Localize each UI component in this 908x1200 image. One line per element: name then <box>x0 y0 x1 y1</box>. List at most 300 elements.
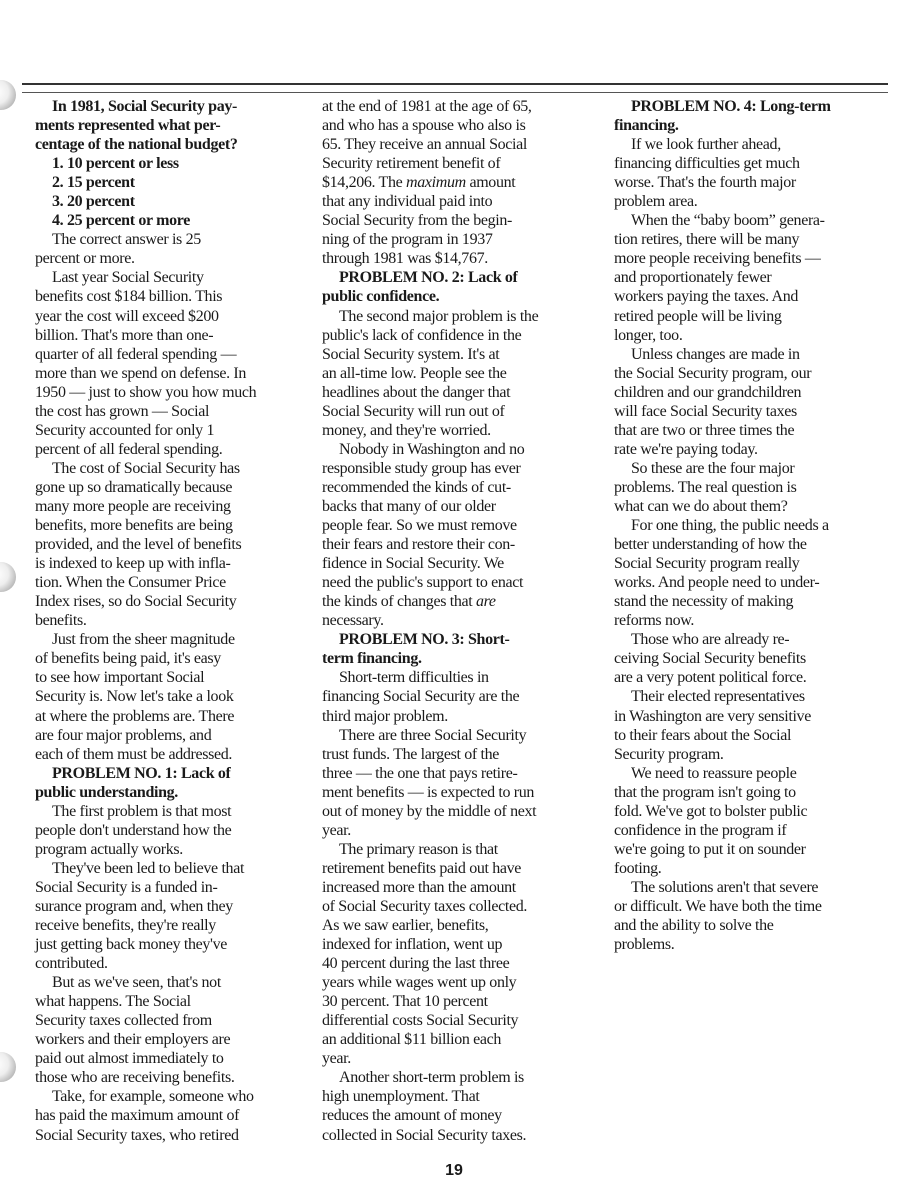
text-line <box>614 573 879 592</box>
text-line <box>35 821 300 840</box>
text-line <box>35 535 300 554</box>
text-line <box>322 421 587 440</box>
line-text: what happens. The Social <box>35 993 191 1011</box>
text-line <box>35 516 300 535</box>
line-text: is indexed to keep up with infla- <box>35 555 231 573</box>
text-line <box>614 535 879 554</box>
line-text: stand the necessity of making <box>614 593 794 611</box>
text-line <box>322 135 587 154</box>
line-text: tion. When the Consumer Price <box>35 574 226 592</box>
line-text: year. <box>322 821 351 839</box>
text-line <box>614 326 879 345</box>
line-text: and who has a spouse who also is <box>322 117 526 135</box>
text-line <box>322 745 587 764</box>
line-text: worse. That's the fourth major <box>614 174 796 192</box>
line-text: works. And people need to under- <box>614 574 820 592</box>
text-line <box>35 573 300 592</box>
text-line <box>322 154 587 173</box>
line-text: 1950 — just to show you how much <box>35 383 257 401</box>
line-text: ning of the program in 1937 <box>322 231 493 249</box>
line-text: need the public's support to enact <box>322 574 524 592</box>
text-line <box>322 1126 587 1145</box>
text-line <box>35 440 300 459</box>
text-line <box>614 497 879 516</box>
line-text: Nobody in Washington and no <box>339 440 525 458</box>
text-line <box>35 1049 300 1068</box>
punch-hole-icon <box>0 562 16 592</box>
line-text: Social Security taxes, who retired <box>35 1126 239 1144</box>
line-text: surance program and, when they <box>35 897 233 915</box>
line-text: the cost has grown — Social <box>35 402 210 420</box>
line-text: Security program. <box>614 745 724 763</box>
text-line <box>322 97 587 116</box>
line-text: more than we spend on defense. In <box>35 364 247 382</box>
text-line <box>614 935 879 954</box>
text-line <box>614 668 879 687</box>
line-text: When the “baby boom” genera- <box>631 212 825 230</box>
line-text: percent of all federal spending. <box>35 440 223 458</box>
line-text: 65. They receive an annual Social <box>322 136 527 154</box>
heading-line <box>35 783 300 802</box>
heading-line <box>35 211 300 230</box>
line-text: PROBLEM NO. 4: Long-term <box>631 98 831 115</box>
line-text: and the ability to solve the <box>614 917 774 935</box>
line-text: Social Security system. It's at <box>322 345 500 363</box>
line-text: benefits, more benefits are being <box>35 517 233 535</box>
line-text: year. <box>322 1050 351 1068</box>
line-text: trust funds. The largest of the <box>322 745 499 763</box>
line-text: tion retires, there will be many <box>614 231 800 249</box>
line-text: term financing. <box>322 650 422 668</box>
text-line <box>35 1126 300 1145</box>
text-line <box>322 173 587 192</box>
emphasized-text: are <box>475 593 496 611</box>
line-text: PROBLEM NO. 1: Lack of <box>52 764 231 782</box>
text-line <box>322 554 587 573</box>
line-text: 2. 15 percent <box>52 174 135 192</box>
text-line <box>614 478 879 497</box>
line-text: 40 percent during the last three <box>322 955 510 973</box>
line-text: public confidence. <box>322 288 440 306</box>
page-number: 19 <box>445 1162 463 1179</box>
line-text: contributed. <box>35 955 108 973</box>
text-line <box>614 402 879 421</box>
line-text: Take, for example, someone who <box>52 1088 254 1106</box>
text-line <box>35 916 300 935</box>
heading-line <box>614 97 879 116</box>
line-text: fidence in Social Security. We <box>322 555 504 573</box>
text-line <box>614 897 879 916</box>
line-text: program actually works. <box>35 840 183 858</box>
text-line <box>35 1087 300 1106</box>
line-text: ceiving Social Security benefits <box>614 650 806 668</box>
line-text: Security accounted for only 1 <box>35 421 215 439</box>
line-text: has paid the maximum amount of <box>35 1107 240 1125</box>
text-line <box>35 307 300 326</box>
text-line <box>35 992 300 1011</box>
line-text: and proportionately fewer <box>614 269 772 287</box>
line-text: year the cost will exceed $200 <box>35 307 219 325</box>
text-line <box>614 307 879 326</box>
text-line <box>35 268 300 287</box>
text-line <box>35 840 300 859</box>
text-line <box>614 878 879 897</box>
line-text: collected in Social Security taxes. <box>322 1126 527 1144</box>
line-text: Their elected representatives <box>631 688 805 706</box>
line-text: provided, and the level of benefits <box>35 536 242 554</box>
line-text: to see how important Social <box>35 669 205 687</box>
text-line <box>35 402 300 421</box>
text-line <box>322 535 587 554</box>
line-text: retired people will be living <box>614 307 782 325</box>
text-line <box>614 135 879 154</box>
line-text: through 1981 was $14,767. <box>322 250 488 268</box>
line-text: an additional $11 billion each <box>322 1031 502 1049</box>
text-line <box>614 649 879 668</box>
line-text: 3. 20 percent <box>52 193 135 211</box>
heading-line <box>35 154 300 173</box>
text-line <box>35 649 300 668</box>
line-text: each of them must be addressed. <box>35 745 233 763</box>
text-line <box>322 383 587 402</box>
text-line <box>322 497 587 516</box>
line-text: So these are the four major <box>631 459 795 477</box>
line-text: benefits. <box>35 612 87 630</box>
text-line <box>322 192 587 211</box>
text-line <box>614 154 879 173</box>
heading-line <box>322 268 587 287</box>
line-text: out of money by the middle of next <box>322 802 537 820</box>
line-text: years while wages went up only <box>322 974 517 992</box>
line-text: that the program isn't going to <box>614 783 796 801</box>
text-line <box>35 1011 300 1030</box>
text-line <box>614 192 879 211</box>
text-line <box>322 478 587 497</box>
line-text: Social Security program really <box>614 555 800 573</box>
line-text: Just from the sheer magnitude <box>52 631 235 649</box>
text-line <box>614 707 879 726</box>
line-text: will face Social Security taxes <box>614 402 797 420</box>
text-line <box>35 707 300 726</box>
text-line <box>322 249 587 268</box>
text-line <box>35 878 300 897</box>
text-line <box>614 554 879 573</box>
line-text: longer, too. <box>614 326 683 344</box>
column-1 <box>35 97 300 1145</box>
text-line <box>614 249 879 268</box>
line-text: For one thing, the public needs a <box>631 517 829 535</box>
punch-hole-icon <box>0 1052 16 1082</box>
line-text: third major problem. <box>322 707 448 725</box>
heading-line <box>35 97 300 116</box>
line-text: billion. That's more than one- <box>35 326 214 344</box>
text-line <box>35 364 300 383</box>
heading-line <box>35 192 300 211</box>
line-text: recommended the kinds of cut- <box>322 478 511 496</box>
line-text: are a very potent political force. <box>614 669 807 687</box>
text-line <box>614 802 879 821</box>
text-line <box>614 421 879 440</box>
text-line <box>322 345 587 364</box>
text-line <box>614 345 879 364</box>
text-line <box>614 859 879 878</box>
line-text: backs that many of our older <box>322 497 496 515</box>
text-line <box>35 554 300 573</box>
text-line <box>35 1030 300 1049</box>
text-line <box>35 497 300 516</box>
line-text: ments represented what per- <box>35 117 221 135</box>
line-text: public's lack of confidence in the <box>322 326 522 344</box>
line-text: many more people are receiving <box>35 497 231 515</box>
line-text: We need to reassure people <box>631 764 797 782</box>
line-text: financing Social Security are the <box>322 688 520 706</box>
text-line <box>35 478 300 497</box>
text-line <box>35 611 300 630</box>
line-text: But as we've seen, that's not <box>52 974 221 992</box>
line-text: Last year Social Security <box>52 269 204 287</box>
line-text: PROBLEM NO. 2: Lack of <box>339 269 518 287</box>
text-line <box>322 954 587 973</box>
line-text: gone up so dramatically because <box>35 478 233 496</box>
text-line <box>614 687 879 706</box>
line-text: financing difficulties get much <box>614 155 800 173</box>
text-line <box>322 1011 587 1030</box>
punch-hole-icon <box>0 80 16 110</box>
text-line <box>322 364 587 383</box>
line-text: in Washington are very sensitive <box>614 707 811 725</box>
text-line <box>35 287 300 306</box>
text-line <box>322 687 587 706</box>
line-text: quarter of all federal spending — <box>35 345 237 363</box>
text-line <box>322 1106 587 1125</box>
text-line <box>322 573 587 592</box>
text-line <box>322 230 587 249</box>
line-text: The correct answer is 25 <box>52 231 201 249</box>
text-line <box>614 364 879 383</box>
text-line <box>35 726 300 745</box>
text-line <box>322 116 587 135</box>
line-text: fold. We've got to bolster public <box>614 802 808 820</box>
text-line <box>35 668 300 687</box>
text-line <box>322 840 587 859</box>
line-text: public understanding. <box>35 783 178 801</box>
line-text: indexed for inflation, went up <box>322 936 503 954</box>
line-text: or difficult. We have both the time <box>614 897 822 915</box>
line-text: If we look further ahead, <box>631 136 781 154</box>
heading-line <box>35 173 300 192</box>
text-line <box>35 973 300 992</box>
line-text: The second major problem is the <box>339 307 539 325</box>
line-text: 1. 10 percent or less <box>52 155 179 173</box>
line-text: Social Security from the begin- <box>322 212 512 230</box>
line-text: just getting back money they've <box>35 936 227 954</box>
text-line <box>322 973 587 992</box>
line-text: increased more than the amount <box>322 878 516 896</box>
text-line <box>35 383 300 402</box>
text-line <box>614 745 879 764</box>
line-text: responsible study group has ever <box>322 459 521 477</box>
text-line <box>35 745 300 764</box>
text-line <box>614 611 879 630</box>
line-text: As we saw earlier, benefits, <box>322 917 489 935</box>
column-3 <box>614 97 879 954</box>
text-line <box>322 764 587 783</box>
text-line <box>322 726 587 745</box>
text-line <box>322 1049 587 1068</box>
line-text: more people receiving benefits — <box>614 250 821 268</box>
line-text: Short-term difficulties in <box>339 669 489 687</box>
line-text: 4. 25 percent or more <box>52 212 190 230</box>
line-text: children and our grandchildren <box>614 383 802 401</box>
text-line <box>614 516 879 535</box>
text-line <box>614 230 879 249</box>
line-text: their fears and restore their con- <box>322 536 515 554</box>
line-text: Unless changes are made in <box>631 345 800 363</box>
text-line <box>35 421 300 440</box>
text-line <box>35 935 300 954</box>
line-text: financing. <box>614 117 679 135</box>
top-rule-thin <box>22 92 888 93</box>
line-text: footing. <box>614 859 662 877</box>
line-text: Index rises, so do Social Security <box>35 593 237 611</box>
text-line <box>35 897 300 916</box>
text-line <box>35 249 300 268</box>
line-text: those who are receiving benefits. <box>35 1069 235 1087</box>
heading-line <box>35 764 300 783</box>
line-text: money, and they're worried. <box>322 421 491 439</box>
line-text: reforms now. <box>614 612 695 630</box>
text-line <box>35 859 300 878</box>
line-text: problems. <box>614 936 675 954</box>
text-line <box>35 459 300 478</box>
text-line <box>322 211 587 230</box>
text-line <box>322 707 587 726</box>
text-line <box>35 630 300 649</box>
text-line <box>322 1030 587 1049</box>
text-line <box>322 516 587 535</box>
line-text: workers and their employers are <box>35 1031 231 1049</box>
text-line <box>614 630 879 649</box>
text-line <box>35 1068 300 1087</box>
text-line <box>35 954 300 973</box>
text-line <box>614 440 879 459</box>
line-text: receive benefits, they're really <box>35 917 216 935</box>
text-line <box>614 287 879 306</box>
line-text: confidence in the program if <box>614 821 787 839</box>
emphasized-text: maximum <box>406 174 466 192</box>
line-text: better understanding of how the <box>614 536 807 554</box>
line-text: Another short-term problem is <box>339 1069 524 1087</box>
heading-line <box>35 135 300 154</box>
text-line <box>35 345 300 364</box>
line-text: the Social Security program, our <box>614 364 812 382</box>
line-text: necessary. <box>322 612 384 630</box>
text-line <box>614 173 879 192</box>
text-line <box>35 687 300 706</box>
text-line <box>614 764 879 783</box>
text-line <box>614 821 879 840</box>
line-text: reduces the amount of money <box>322 1107 502 1125</box>
text-line <box>614 783 879 802</box>
text-line <box>614 726 879 745</box>
line-text: we're going to put it on sounder <box>614 840 806 858</box>
text-line <box>322 802 587 821</box>
line-text: to their fears about the Social <box>614 726 792 744</box>
line-text: The primary reason is that <box>339 840 498 858</box>
top-rule-thick <box>22 83 888 85</box>
line-text: an all-time low. People see the <box>322 364 507 382</box>
column-2 <box>322 97 587 1145</box>
line-text: Those who are already re- <box>631 631 790 649</box>
text-line <box>322 897 587 916</box>
text-line <box>322 592 587 611</box>
line-text: amount <box>465 174 516 192</box>
text-line <box>322 402 587 421</box>
heading-line <box>322 630 587 649</box>
text-line <box>322 935 587 954</box>
line-text: paid out almost immediately to <box>35 1050 224 1068</box>
text-line <box>322 916 587 935</box>
text-line <box>35 230 300 249</box>
text-line <box>614 916 879 935</box>
line-text: the kinds of changes that <box>322 593 476 611</box>
text-line <box>322 326 587 345</box>
text-line <box>322 1087 587 1106</box>
text-line <box>322 440 587 459</box>
line-text: ment benefits — is expected to run <box>322 783 535 801</box>
line-text: at the end of 1981 at the age of 65, <box>322 98 532 115</box>
line-text: Social Security will run out of <box>322 402 505 420</box>
line-text: In 1981, Social Security pay- <box>52 98 237 115</box>
line-text: The cost of Social Security has <box>52 459 240 477</box>
line-text: three — the one that pays retire- <box>322 764 518 782</box>
line-text: They've been led to believe that <box>52 859 245 877</box>
text-line <box>322 1068 587 1087</box>
line-text: Security taxes collected from <box>35 1012 212 1030</box>
line-text: There are three Social Security <box>339 726 527 744</box>
line-text: problems. The real question is <box>614 478 797 496</box>
line-text: of Social Security taxes collected. <box>322 897 528 915</box>
line-text: The solutions aren't that severe <box>631 878 819 896</box>
line-text: problem area. <box>614 193 698 211</box>
line-text: that any individual paid into <box>322 193 493 211</box>
text-line <box>614 383 879 402</box>
text-line <box>322 459 587 478</box>
line-text: Security is. Now let's take a look <box>35 688 234 706</box>
line-text: are four major problems, and <box>35 726 212 744</box>
text-line <box>322 668 587 687</box>
text-line <box>614 459 879 478</box>
line-text: Security retirement benefit of <box>322 155 501 173</box>
text-line <box>35 1106 300 1125</box>
line-text: $14,206. The <box>322 174 407 192</box>
heading-line <box>35 116 300 135</box>
line-text: differential costs Social Security <box>322 1012 519 1030</box>
heading-line <box>322 649 587 668</box>
text-line <box>614 211 879 230</box>
line-text: high unemployment. That <box>322 1088 480 1106</box>
text-line <box>322 611 587 630</box>
line-text: The first problem is that most <box>52 802 232 820</box>
line-text: people fear. So we must remove <box>322 517 517 535</box>
line-text: Social Security is a funded in- <box>35 878 218 896</box>
line-text: 30 percent. That 10 percent <box>322 993 488 1011</box>
line-text: workers paying the taxes. And <box>614 288 799 306</box>
text-line <box>614 840 879 859</box>
line-text: centage of the national budget? <box>35 136 238 154</box>
line-text: rate we're paying today. <box>614 440 758 458</box>
line-text: headlines about the danger that <box>322 383 511 401</box>
